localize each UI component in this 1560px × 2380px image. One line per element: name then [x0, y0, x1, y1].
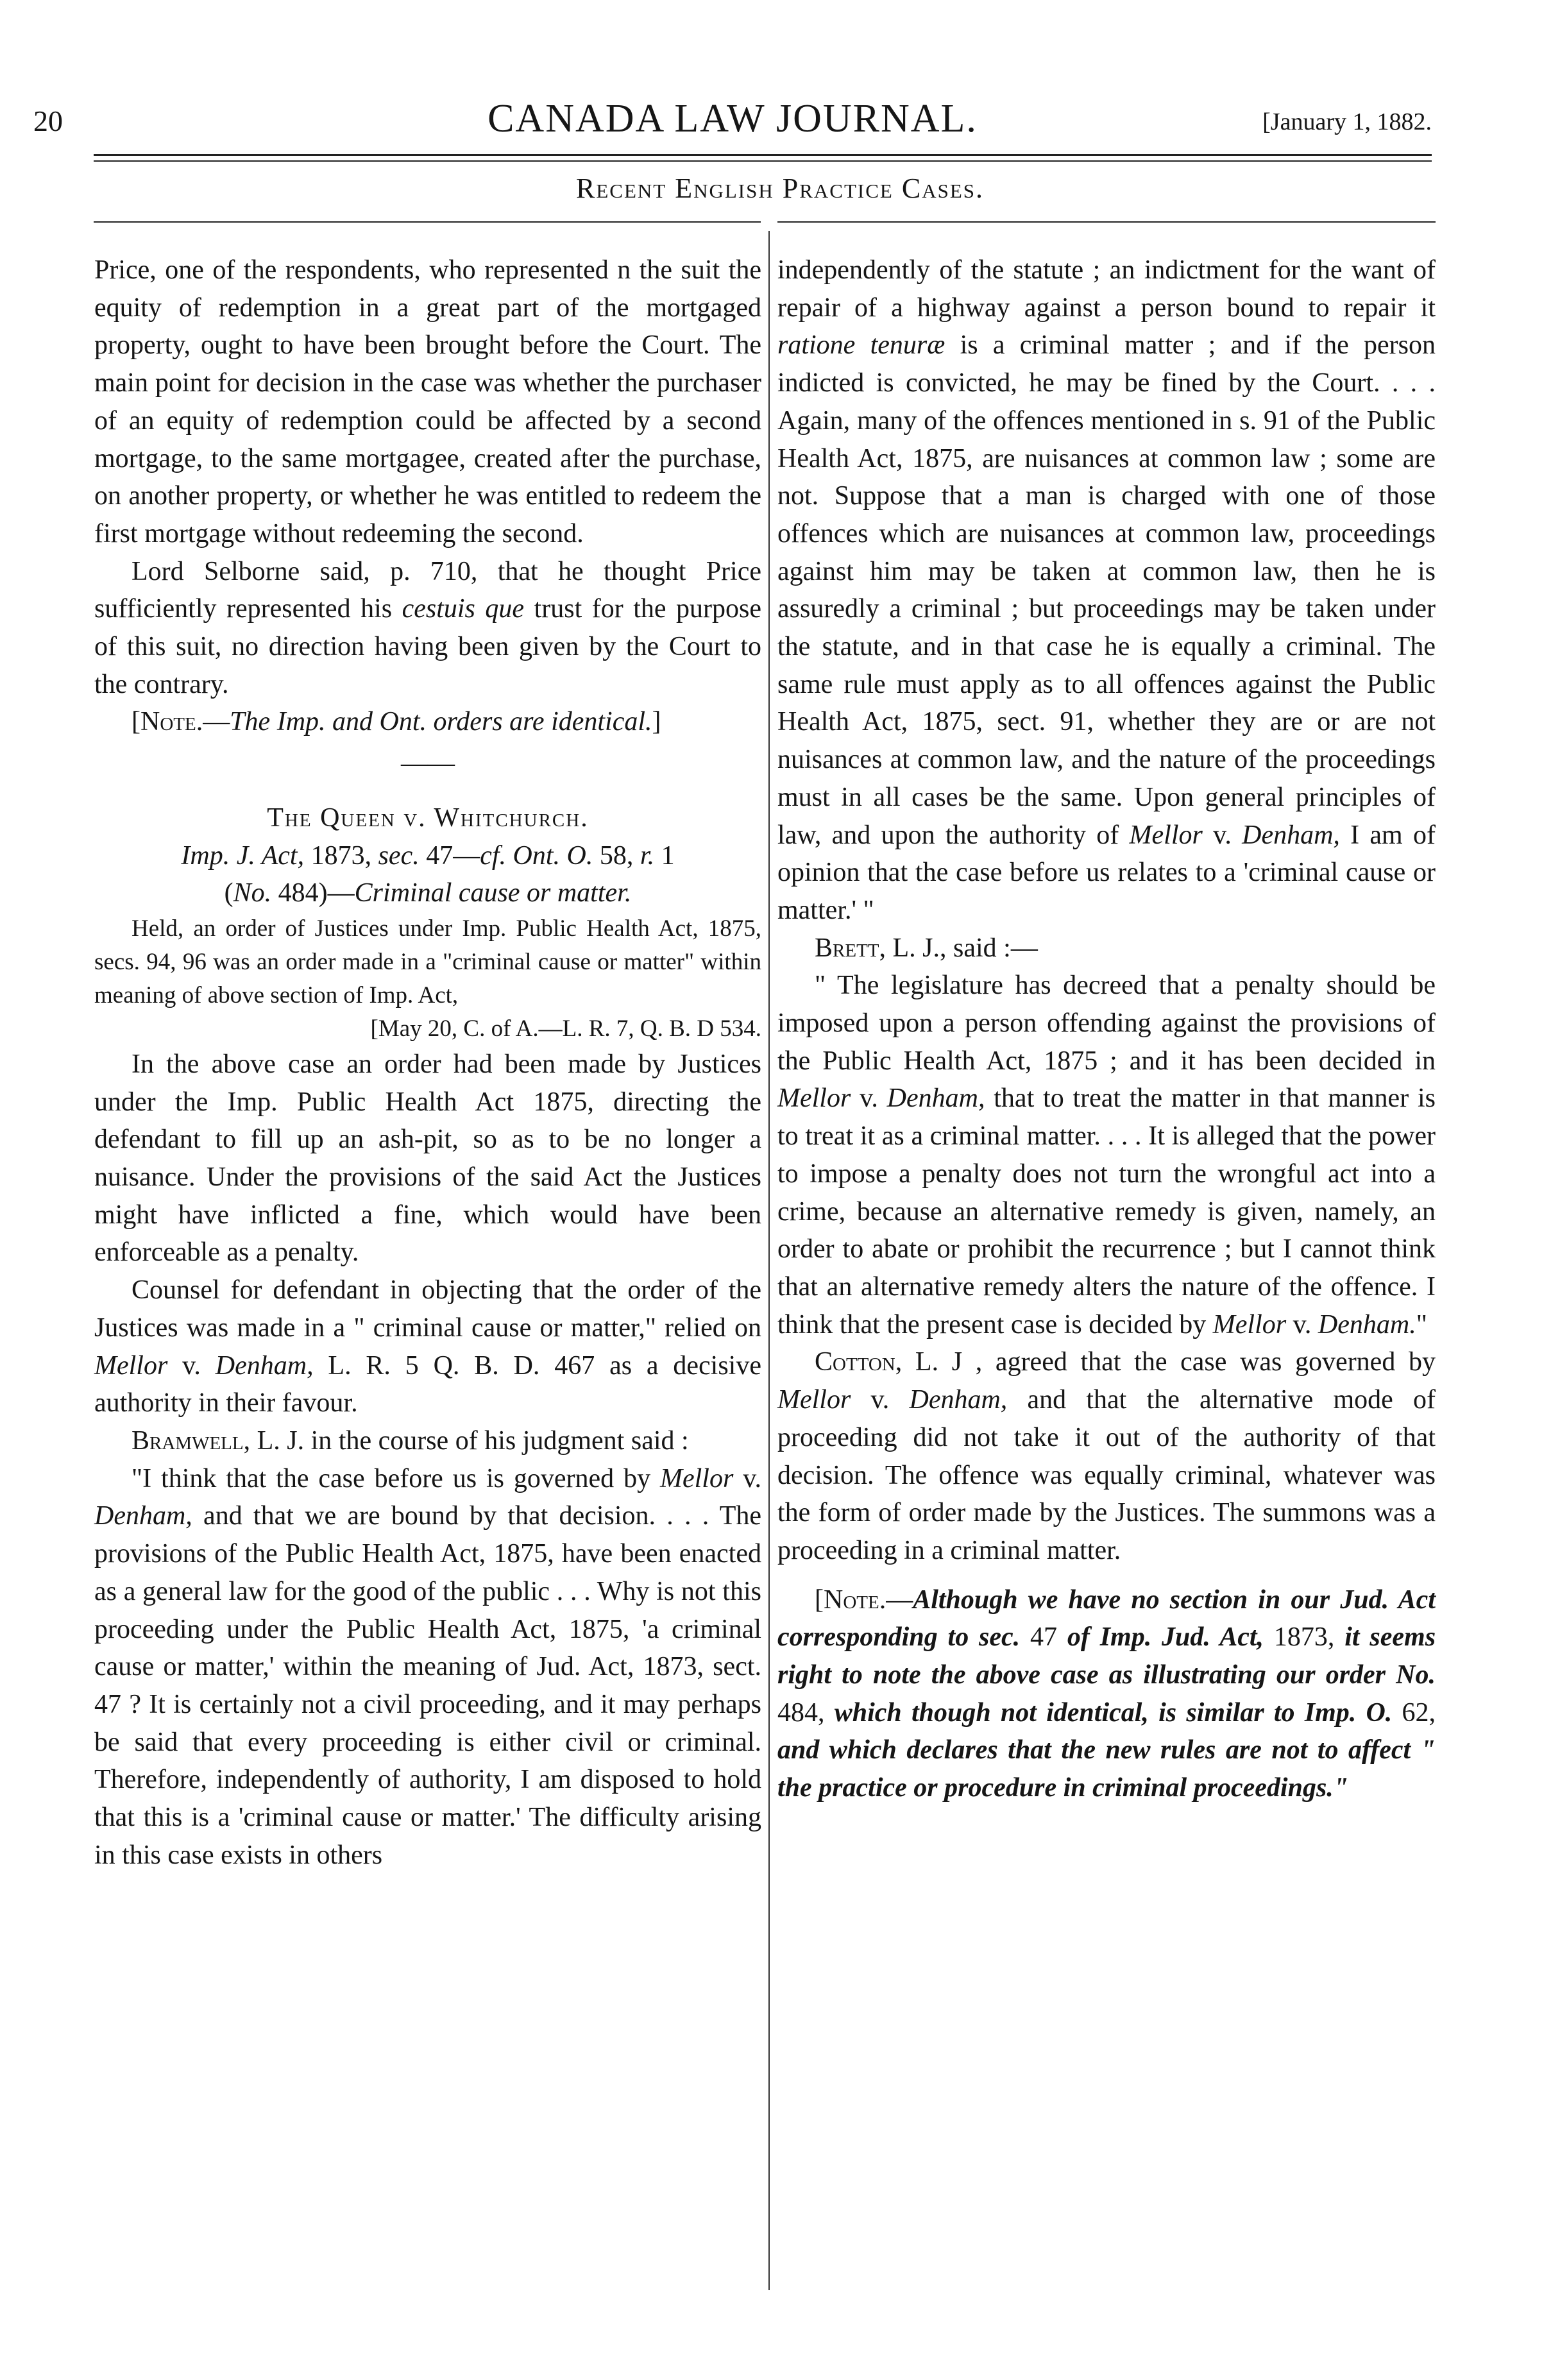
- report-reference: [May 20, C. of A.—L. R. 7, Q. B. D 534.: [370, 1015, 761, 1042]
- paragraph: Cotton, L. J , agreed that the case was governed by Mellor v. Denham, and that the alternative mode of proceeding did not take it out of the authority of that decision. The offence was equally criminal, whatever was the form of order made by the Justices. The summons was a proceeding in a criminal matter.: [777, 1347, 1436, 1565]
- left-column: [94, 251, 761, 1874]
- quotation: " The legislature has decreed that a penalty should be imposed upon a person offending against the provisions of the Public Health Act, 1875 ; and it has been decided in Mellor v. Denham, that to treat the matter in that manner is to treat it as a criminal matter. . . . It is alleged that the power to impose a penalty does not turn the wrongful act into a crime, because an alternative remedy is given, namely, an order to abate or prohibit the recurrence ; but I cannot think that an alternative remedy alters the nature of the offence. I think that the present case is decided by Mellor v. Denham.": [777, 971, 1436, 1339]
- headnote: Held, an order of Justices under Imp. Public Health Act, 1875, secs. 94, 96 was an order made in a "criminal cause or matter" within meaning of above section of Imp. Act,: [94, 915, 761, 1008]
- editorial-note: [Note.—The Imp. and Ont. orders are identical.]: [131, 707, 661, 737]
- paragraph: In the above case an order had been made by Justices under the Imp. Public Health Act 1875, directing the defendant to fill up an ash-pit, so as to be no longer a nuisance. Under the provisions of the said Act the Justices might have inflicted a fine, which would have been enforceable as a penalty.: [94, 1049, 761, 1268]
- section-title: Recent English Practice Cases.: [576, 173, 984, 204]
- paragraph: Price, one of the respondents, who represented n the suit the equity of redemption in a great part of the mortgaged property, ought to have been brought before the Court. The main point for decision in the case was whether the purchaser of an equity of redemption could be affected by a second mortgage, to the same mortgagee, created after the purchase, on another property, or whether he was entitled to redeem the first mortgage without redeeming the second.: [94, 255, 761, 548]
- right-column-top-rule: [777, 221, 1436, 223]
- issue-date: [January 1, 1882.: [1262, 108, 1432, 135]
- case-title: The Queen v. Whitchurch.: [267, 803, 589, 833]
- left-column-top-rule: [94, 221, 761, 223]
- section-separator: ——: [401, 749, 455, 779]
- paragraph: independently of the statute ; an indictment for the want of repair of a highway against a person bound to repair it ratione tenuræ is a criminal matter ; and if the person indicted is convicted, he may be fined by the Court. . . . Again, many of the offences mentioned in s. 91 of the Public Health Act, 1875, are nuisances at common law ; some are not. Suppose that a man is charged with one of those offences which are nuisances at common law, proceedings against him may be taken at common law, then he is assuredly a criminal ; but proceedings may be taken under the statute, and in that case he is equally a criminal. The same rule must apply as to all offences against the Public Health Act, 1875, sect. 91, whether they are or are not nuisances at common law, and the nature of the proceedings must in all cases be the same. Upon general principles of law, and upon the authority of Mellor v. Denham, I am of opinion that the case before us relates to a 'criminal cause or matter.' ": [777, 255, 1436, 925]
- paragraph: Counsel for defendant in objecting that the order of the Justices was made in a " criminal cause or matter," relied on Mellor v. Denham, L. R. 5 Q. B. D. 467 as a decisive authority in their favour.: [94, 1275, 761, 1418]
- case-citation: Imp. J. Act, 1873, sec. 47—cf. Ont. O. 58, r. 1 (No. 484)—Criminal cause or matter.: [181, 840, 675, 908]
- header-rule-top: [94, 154, 1432, 156]
- header-rule-bottom: [94, 160, 1432, 162]
- running-header: [33, 96, 1432, 148]
- right-column: [777, 251, 1436, 1807]
- editorial-note: [Note.—Although we have no section in our Jud. Act corresponding to sec. 47 of Imp. Jud. Act, 1873, it seems right to note the above case as illustrating our order No. 484, which though not identical, is similar to Imp. O. 62, and which declares that the new rules are not to affect " the practice or procedure in criminal proceedings.": [777, 1585, 1436, 1803]
- quotation: "I think that the case before us is governed by Mellor v. Denham, and that we are bound by that decision. . . . The provisions of the Public Health Act, 1875, have been enacted as a general law for the good of the public . . . Why is not this proceeding under the Public Health Act, 1875, 'a criminal cause or matter,' within the meaning of Jud. Act, 1873, sect. 47 ? It is certainly not a civil proceeding, and it may perhaps be said that every proceeding is either civil or criminal. Therefore, independently of authority, I am disposed to hold that this is a 'criminal cause or matter.' The difficulty arising in this case exists in others: [94, 1463, 761, 1870]
- journal-title: CANADA LAW JOURNAL.: [488, 97, 978, 140]
- paragraph: Lord Selborne said, p. 710, that he thought Price sufficiently represented his cestuis que trust for the purpose of this suit, no direction having been given by the Court to the contrary.: [94, 556, 761, 699]
- paragraph: Bramwell, L. J. in the course of his judgment said :: [131, 1425, 689, 1456]
- paragraph: Brett, L. J., said :—: [815, 933, 1038, 963]
- column-divider: [768, 231, 770, 2290]
- page-number: 20: [33, 105, 63, 137]
